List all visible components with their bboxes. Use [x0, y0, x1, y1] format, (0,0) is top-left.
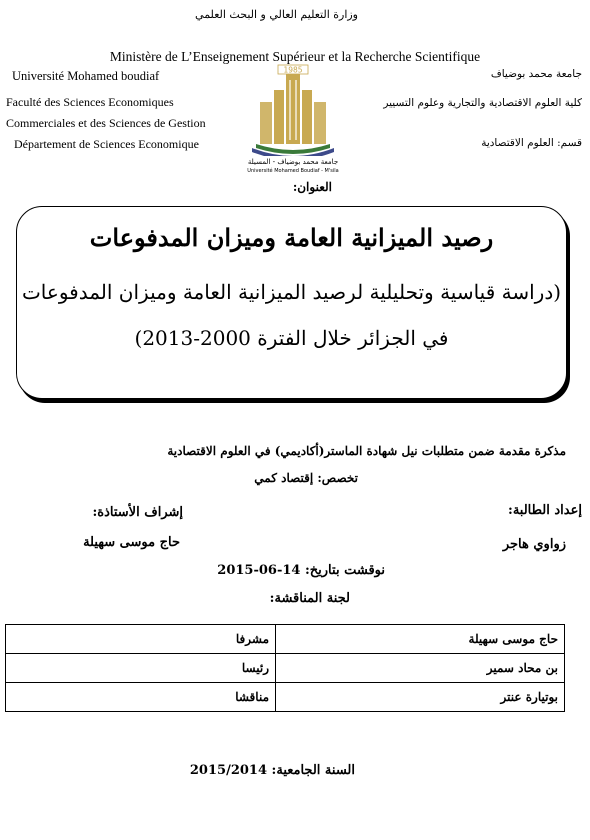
logo-left-pillar [274, 90, 284, 144]
table-row [6, 654, 565, 683]
student-name: زواوي هاجر [502, 537, 566, 552]
specialty: تخصص: إقتصاد كمي [254, 471, 358, 485]
logo-name-arabic: جامعة محمد بوضياف - المسيلة [247, 158, 339, 166]
supervisor-name: حاج موسى سهيلة [83, 535, 180, 550]
committee-table [5, 624, 565, 712]
committee-member-name: بن محاد سمير [276, 654, 565, 683]
committee-member-role: رئيسا [6, 654, 276, 683]
university-name-arabic: جامعة محمد بوضياف [490, 68, 582, 80]
committee-member-role: مناقشا [6, 683, 276, 712]
academic-year-label: السنة الجامعية: [271, 763, 355, 778]
department-name-french: Département de Sciences Economique [14, 137, 199, 151]
committee-label: لجنة المناقشة: [269, 591, 350, 606]
thesis-subtitle-line1: (دراسة قياسية وتحليلية لرصيد الميزانية العامة وميزان المدفوعات [21, 280, 562, 304]
logo-name-french: Université Mohamed Boudiaf - M'sila [247, 168, 339, 174]
university-logo [238, 60, 348, 175]
logo-tower [286, 74, 300, 144]
logo-green-band [256, 144, 330, 154]
supervisor-label: إشراف الأستاذة: [92, 505, 183, 520]
defense-date-row [217, 563, 385, 578]
thesis-subtitle-line2: في الجزائر خلال الفترة 2000-2013) [134, 326, 449, 350]
committee-member-role: مشرفا [6, 625, 276, 654]
academic-year-row [190, 763, 355, 778]
memo-description: مذكرة مقدمة ضمن متطلبات نيل شهادة الماستر(أكاديمي) في العلوم الاقتصادية [167, 444, 566, 458]
table-row [6, 625, 565, 654]
student-label: إعداد الطالبة: [508, 503, 582, 518]
faculty-name-french-line1: Faculté des Sciences Economiques [6, 95, 174, 109]
committee-member-name: بوتيارة عنتر [276, 683, 565, 712]
academic-year-value: 2015/2014 [189, 763, 268, 778]
logo-right-pillar [302, 90, 312, 144]
logo-year: 1985 [283, 65, 303, 75]
table-row [6, 683, 565, 712]
defense-date: 2015-06-14 [217, 563, 301, 578]
committee-member-name: حاج موسى سهيلة [276, 625, 565, 654]
thesis-main-title: رصيد الميزانية العامة وميزان المدفوعات [89, 223, 494, 252]
ministry-name-french: Ministère de L’Enseignement Supérieur et la Recherche Scientifique [109, 49, 481, 64]
defense-label: نوقشت بتاريخ: [304, 563, 385, 578]
ministry-name-arabic: وزارة التعليم العالي و البحث العلمي [195, 8, 358, 21]
title-label: العنوان: [292, 180, 332, 194]
university-name-french: Université Mohamed boudiaf [12, 69, 160, 83]
faculty-name-arabic: كلية العلوم الاقتصادية والتجارية وعلوم التسيير [383, 97, 582, 109]
faculty-name-french-line2: Commerciales et des Sciences de Gestion [6, 116, 206, 130]
department-name-arabic: قسم: العلوم الاقتصادية [481, 137, 582, 149]
